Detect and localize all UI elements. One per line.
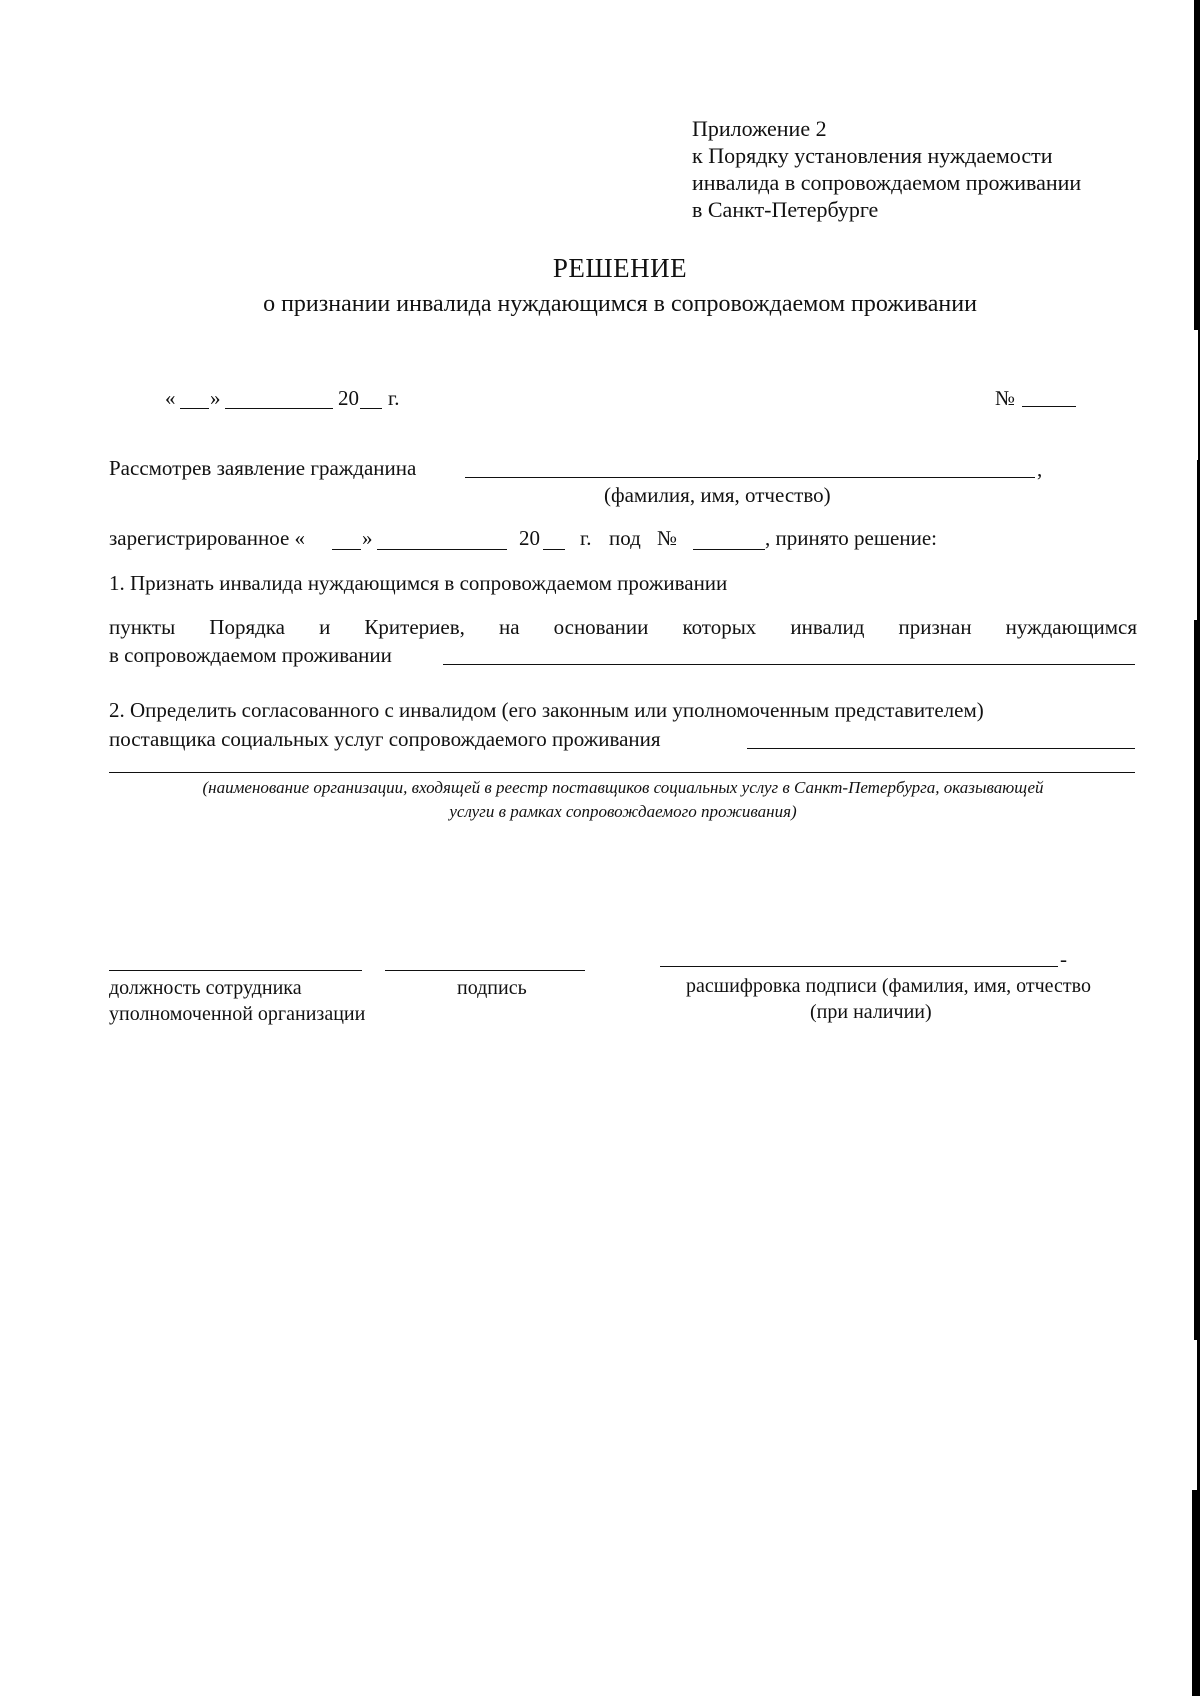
- transcript-label-line-2: (при наличии): [810, 1001, 932, 1023]
- clauses-word: Порядка: [209, 615, 285, 639]
- date-close-quote: »: [210, 386, 221, 410]
- date-day-line: [180, 408, 209, 409]
- transcript-dash: -: [1060, 947, 1067, 971]
- registered-under: под: [609, 526, 641, 550]
- registered-number-sign: №: [657, 526, 678, 550]
- registered-label: зарегистрированное «: [109, 526, 306, 550]
- document-subtitle: о признании инвалида нуждающимся в сопровождаемом проживании: [263, 291, 977, 317]
- clauses-line-2: в сопровождаемом проживании: [109, 643, 392, 667]
- document-number-sign: №: [995, 386, 1016, 410]
- appendix-line-1: Приложение 2: [692, 116, 827, 141]
- position-signature-line: [109, 970, 362, 971]
- provider-full-line: [109, 772, 1135, 773]
- applicant-name-hint: (фамилия, имя, отчество): [604, 483, 831, 507]
- clauses-word: пункты: [109, 615, 176, 639]
- registered-year-prefix: 20: [519, 526, 540, 550]
- applicant-label: Рассмотрев заявление гражданина: [109, 456, 417, 480]
- date-year-suffix: г.: [388, 386, 400, 410]
- provider-note-line-1: (наименование организации, входящей в реестр поставщиков социальных услуг в Санкт-Петербурга, оказывающей: [202, 778, 1044, 797]
- transcript-label-line-1: расшифровка подписи (фамилия, имя, отчество: [686, 975, 1091, 997]
- clauses-word: признан: [898, 615, 972, 639]
- clauses-word: инвалид: [790, 615, 865, 639]
- clauses-word: на: [498, 615, 520, 639]
- transcript-signature-line: [660, 966, 1058, 967]
- registered-month-line: [377, 549, 507, 550]
- appendix-header: [692, 115, 1081, 223]
- scan-edge-border: [1186, 0, 1200, 1696]
- registered-year-line: [543, 549, 565, 550]
- clauses-word: Критериев,: [364, 615, 465, 639]
- registered-close-quote: »: [362, 526, 373, 550]
- position-label-line-1: должность сотрудника: [109, 977, 302, 999]
- date-year-line: [360, 408, 382, 409]
- clauses-line-1: [109, 614, 1137, 640]
- provider-fill-line: [747, 748, 1135, 749]
- date-year-prefix: 20: [338, 386, 359, 410]
- signature-line: [385, 970, 585, 971]
- applicant-name-line: [465, 477, 1035, 478]
- registered-tail: , принято решение:: [765, 526, 937, 550]
- appendix-line-3: инвалида в сопровождаемом проживании: [692, 170, 1082, 195]
- registered-year-suffix: г.: [580, 526, 592, 550]
- clauses-word: нуждающимся: [1005, 615, 1137, 639]
- document-title: РЕШЕНИЕ: [552, 253, 688, 283]
- clauses-word: и: [319, 615, 331, 639]
- appendix-line-4: в Санкт-Петербурге: [692, 197, 879, 222]
- clauses-fill-line: [443, 664, 1135, 665]
- date-open-quote: «: [165, 386, 176, 410]
- document-number-line: [1022, 406, 1076, 407]
- signature-label: подпись: [457, 977, 527, 999]
- registered-number-line: [693, 549, 765, 550]
- registered-day-line: [332, 549, 361, 550]
- decision-1-text: 1. Признать инвалида нуждающимся в сопровождаемом проживании: [109, 571, 728, 595]
- decision-2-line-1: 2. Определить согласованного с инвалидом (его законным или уполномоченным представителем): [109, 698, 984, 722]
- applicant-comma: ,: [1037, 457, 1043, 481]
- clauses-word: основании: [553, 615, 649, 639]
- provider-note-line-2: услуги в рамках сопровождаемого проживания): [449, 802, 797, 821]
- position-label-line-2: уполномоченной организации: [109, 1003, 366, 1025]
- clauses-word: которых: [682, 615, 757, 639]
- appendix-line-2: к Порядку установления нуждаемости: [692, 143, 1053, 168]
- decision-2-line-2: поставщика социальных услуг сопровождаемого проживания: [109, 727, 661, 751]
- date-month-line: [225, 408, 333, 409]
